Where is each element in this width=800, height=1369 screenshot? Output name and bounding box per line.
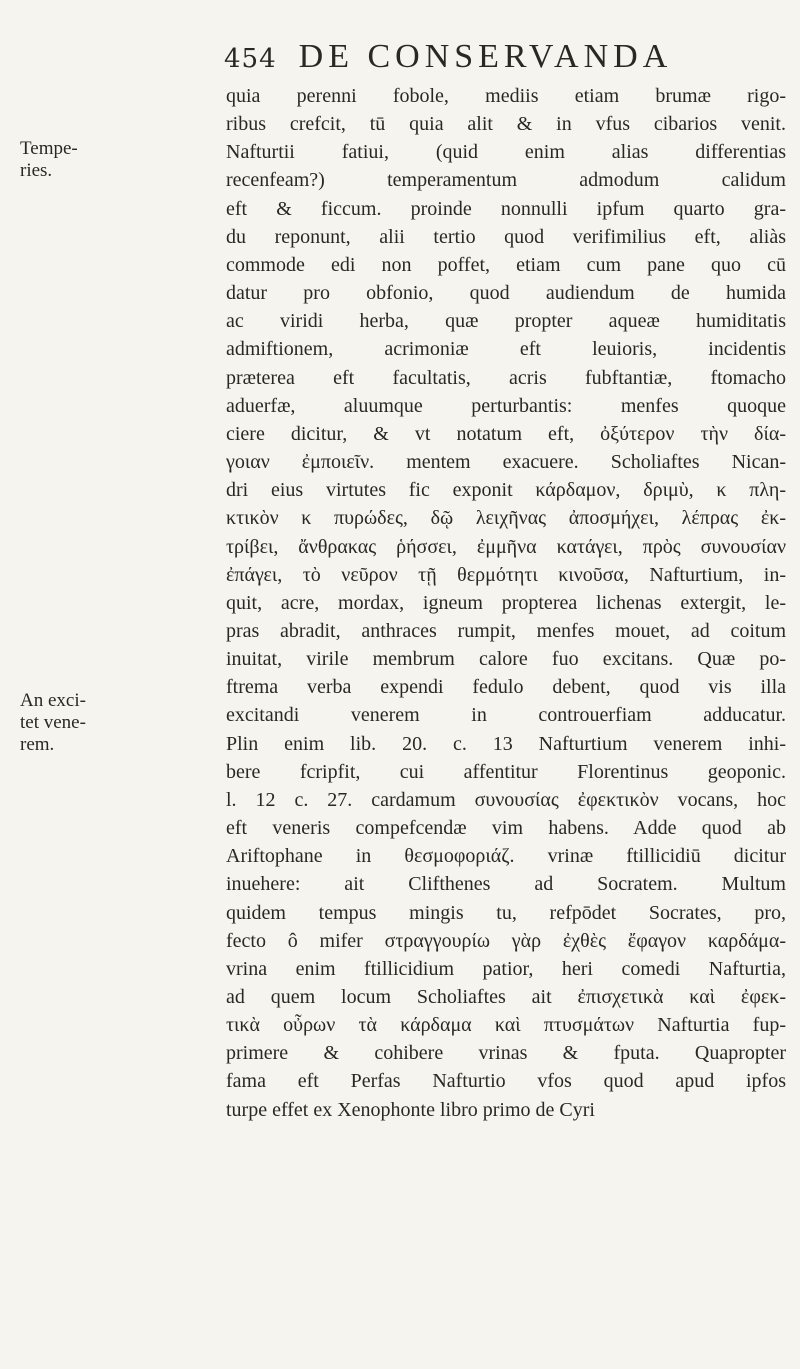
text-line: quia perenni fobole, mediis etiam brumæ rigo-	[226, 85, 786, 107]
text-line: præterea eft facultatis, acris fubftantiæ, ftomacho	[226, 366, 786, 389]
text-line: Ariftophane in θεσμοφοριάζ. vrinæ ftillicidiū dicitur	[226, 845, 786, 868]
text-line: ad quem locum Scholiaftes ait ἐπισχετικὰ καὶ ἐφεκ-	[226, 986, 786, 1008]
text-line: quit, acre, mordax, igneum propterea lichenas extergit, le-	[226, 591, 786, 614]
text-line: vrina enim ftillicidium patior, heri comedi Nafturtia,	[226, 957, 786, 980]
text-line: ἐπάγει, τὸ νεῦρον τῇ θερμότητι κινοῦσα, Nafturtium, in-	[226, 563, 786, 586]
text-line: fama eft Perfas Nafturtio vfos quod apud ipfos	[226, 1070, 786, 1093]
text-line: ribus crefcit, tū quia alit & in vfus cibarios venit.	[226, 113, 786, 136]
text-line: admiftionem, acrimoniæ eft leuioris, incidentis	[226, 338, 786, 361]
running-title: DE CONSERVANDA	[298, 38, 673, 75]
text-line: κτικὸν κ πυρώδες, δῷ λειχῆνας ἀποσμήχει, λέπρας ἐκ-	[226, 507, 786, 530]
text-line: dri eius virtutes fic exponit κάρδαμον, δριμὺ, κ πλη-	[226, 479, 786, 502]
text-line: recenfeam?) temperamentum admodum calidum	[226, 169, 786, 192]
text-line: aduerfæ, aluumque perturbantis: menfes quoque	[226, 394, 786, 417]
text-line: ftrema verba expendi fedulo debent, quod vis illa	[226, 676, 786, 699]
margin-notes	[20, 0, 140, 1369]
text-line: fecto ô mifer στραγγουρίω γὰρ ἐχθὲς ἔφαγον καρδάμα-	[226, 929, 786, 952]
text-line: eft & ficcum. proinde nonnulli ipfum quarto gra-	[226, 197, 786, 220]
margin-note-temperies: Tempe- ries.	[20, 138, 78, 181]
text-line: inuitat, virile membrum calore fuo excitans. Quæ po-	[226, 648, 786, 671]
text-line: ac viridi herba, quæ propter aqueæ humiditatis	[226, 310, 786, 333]
text-line: γοιαν ἐμποιεῖν. mentem exacuere. Scholiaftes Nican-	[226, 451, 786, 474]
text-line: inuehere: ait Clifthenes ad Socratem. Multum	[226, 873, 786, 896]
text-line: turpe effet ex Xenophonte libro primo de Cyri	[226, 1098, 595, 1121]
margin-note-excitet-venerem: An exci- tet vene- rem.	[20, 690, 86, 755]
text-line: primere & cohibere vrinas & fputa. Quapropter	[226, 1042, 786, 1065]
text-line: pras abradit, anthraces rumpit, menfes mouet, ad coitum	[226, 619, 786, 642]
text-line: quidem tempus mingis tu, refpōdet Socrates, pro,	[226, 901, 786, 924]
text-line: Nafturtii fatiui, (quid enim alias differentias	[226, 141, 786, 164]
text-line: du reponunt, alii tertio quod verifimilius eft, aliàs	[226, 225, 786, 248]
text-line: τρίβει, ἄνθρακας ῥήσσει, ἐμμῆνα κατάγει, πρὸς συνουσίαν	[226, 535, 786, 558]
page-header	[224, 38, 784, 88]
text-line: Plin enim lib. 20. c. 13 Nafturtium venerem inhi-	[226, 732, 786, 755]
text-line: τικὰ οὖρων τὰ κάρδαμα καὶ πτυσμάτων Nafturtia fup-	[226, 1014, 786, 1037]
text-line: eft veneris compefcendæ vim habens. Adde quod ab	[226, 817, 786, 840]
body-text	[226, 82, 786, 1124]
text-line: ciere dicitur, & vt notatum eft, ὀξύτερον τὴν δία-	[226, 422, 786, 445]
text-line: bere fcripfit, cui affentitur Florentinus geoponic.	[226, 760, 786, 783]
page-number: 454	[224, 44, 277, 74]
text-line: l. 12 c. 27. cardamum συνουσίας ἐφεκτικὸν vocans, hoc	[226, 788, 786, 811]
text-line: datur pro obfonio, quod audiendum de humida	[226, 282, 786, 305]
text-line: excitandi venerem in controuerfiam adducatur.	[226, 704, 786, 727]
text-line: commode edi non poffet, etiam cum pane quo cū	[226, 253, 786, 276]
